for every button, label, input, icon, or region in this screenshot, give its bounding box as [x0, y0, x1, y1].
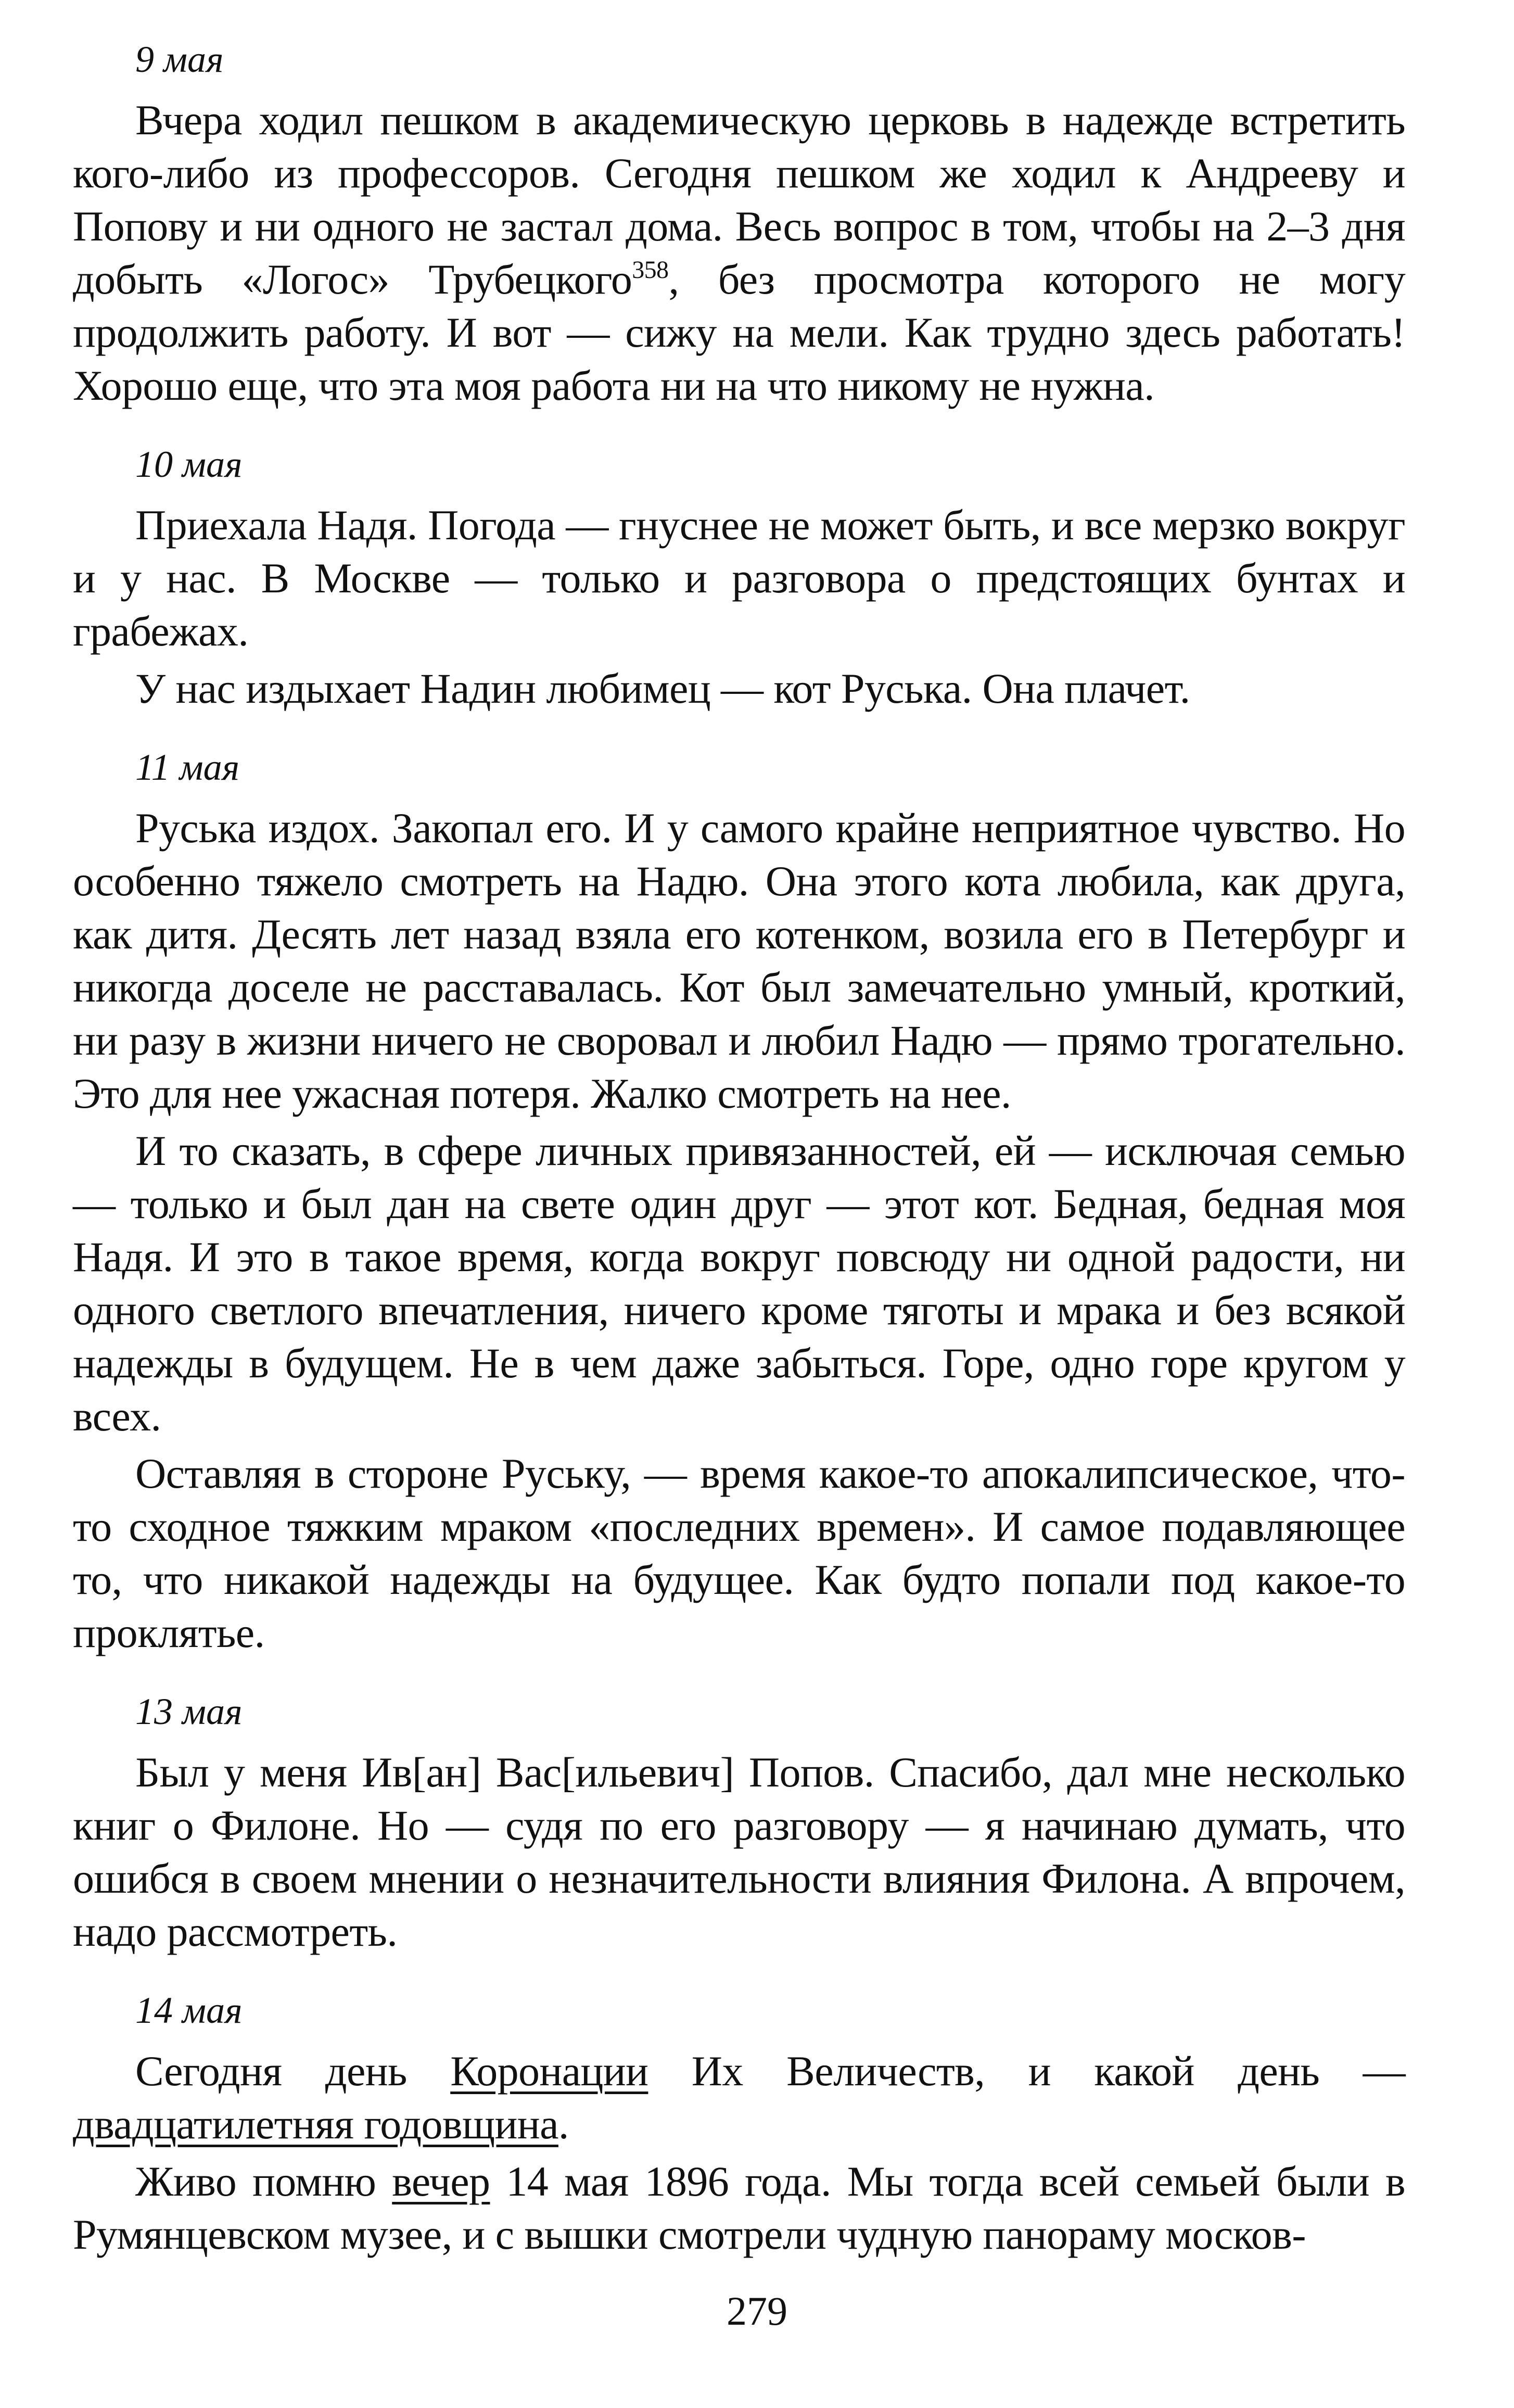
book-page — [73, 36, 1405, 2265]
paragraph — [73, 2155, 1405, 2261]
underlined-text: Коронации — [450, 2047, 648, 2095]
entry-may-10 — [73, 441, 1405, 715]
paragraph: Был у меня Ив[ан] Вас[ильевич] Попов. Спасибо, дал мне несколько книг о Филоне. Но — судя по его разговору — я начинаю думать, что ошибся в своем мнении о незначительности влияния Филона. А впрочем, надо рассмотреть. — [73, 1748, 1405, 1955]
text-run: Сегодня день — [135, 2047, 451, 2095]
paragraph — [73, 94, 1405, 412]
text-run: . — [558, 2100, 569, 2148]
entry-date: 10 мая — [135, 443, 243, 485]
entry-may-13 — [73, 1689, 1405, 1958]
text-run: Живо помню — [135, 2158, 392, 2205]
text-run: Вчера ходил пешком в академическую церковь в надежде встретить кого-либо из профессоров. Сегодня пешком же ходил к Андрееву и Попову и ни одного не застал дома. Весь вопрос в том, чтобы на 2–3 дня добыть «Логос» Трубецкого — [73, 96, 1405, 303]
underlined-text: двадцатилетняя годовщина — [73, 2100, 558, 2148]
entry-date: 11 мая — [135, 746, 240, 788]
text-run: Их Величеств, и какой день — — [648, 2047, 1406, 2095]
footnote-ref: 358 — [632, 256, 669, 284]
paragraph: Руська издох. Закопал его. И у самого крайне неприятное чувство. Но особенно тяжело смотреть на Надю. Она этого кота любила, как друга, как дитя. Десять лет назад взяла его котенком, возила его в Петербург и никогда доселе не расставалась. Кот был замечательно умный, кроткий, ни разу в жизни ничего не своровал и любил Надю — прямо трогательно. Это для нее ужасная потеря. Жалко смотреть на нее. — [73, 804, 1405, 1117]
text-run: 14 мая 1896 года. Мы тогда всей семьей были в Румянцевском музее, и с вышки смотрели чудную панораму москов- — [73, 2158, 1405, 2258]
entry-date: 13 мая — [135, 1691, 243, 1732]
paragraph — [73, 2045, 1405, 2151]
entry-may-11 — [73, 744, 1405, 1659]
entry-date: 14 мая — [135, 1989, 243, 2031]
text-run: , без просмотра которого не могу продолжить работу. И вот — сижу на мели. Как трудно здесь работать! Хорошо еще, что эта моя работа ни на что никому не нужна. — [73, 256, 1405, 409]
paragraph: И то сказать, в сфере личных привязанностей, ей — исключая семью — только и был дан на свете один друг — этот кот. Бедная, бедная моя Надя. И это в такое время, когда вокруг повсюду ни одной радости, ни одного светлого впечатления, ничего кроме тяготы и мрака и без всякой надежды в будущем. Не в чем даже забыться. Горе, одно горе кругом у всех. — [73, 1127, 1405, 1440]
entry-may-9 — [73, 36, 1405, 412]
page-number: 279 — [727, 2288, 787, 2334]
entry-date: 9 мая — [135, 39, 224, 80]
paragraph: Оставляя в стороне Руську, — время какое-то апокалипсическое, что-то сходное тяжким мраком «последних времен». И самое подавляющее то, что никакой надежды на будущее. Как будто попали под какое-то проклятье. — [73, 1450, 1405, 1656]
entry-may-14 — [73, 1987, 1405, 2261]
paragraph: У нас издыхает Надин любимец — кот Руська. Она плачет. — [135, 665, 1190, 712]
paragraph: Приехала Надя. Погода — гнуснее не может быть, и все мерзко вокруг и у нас. В Москве — только и разговора о предстоящих бунтах и грабежах. — [73, 501, 1405, 655]
underlined-text: вечер — [392, 2158, 490, 2205]
